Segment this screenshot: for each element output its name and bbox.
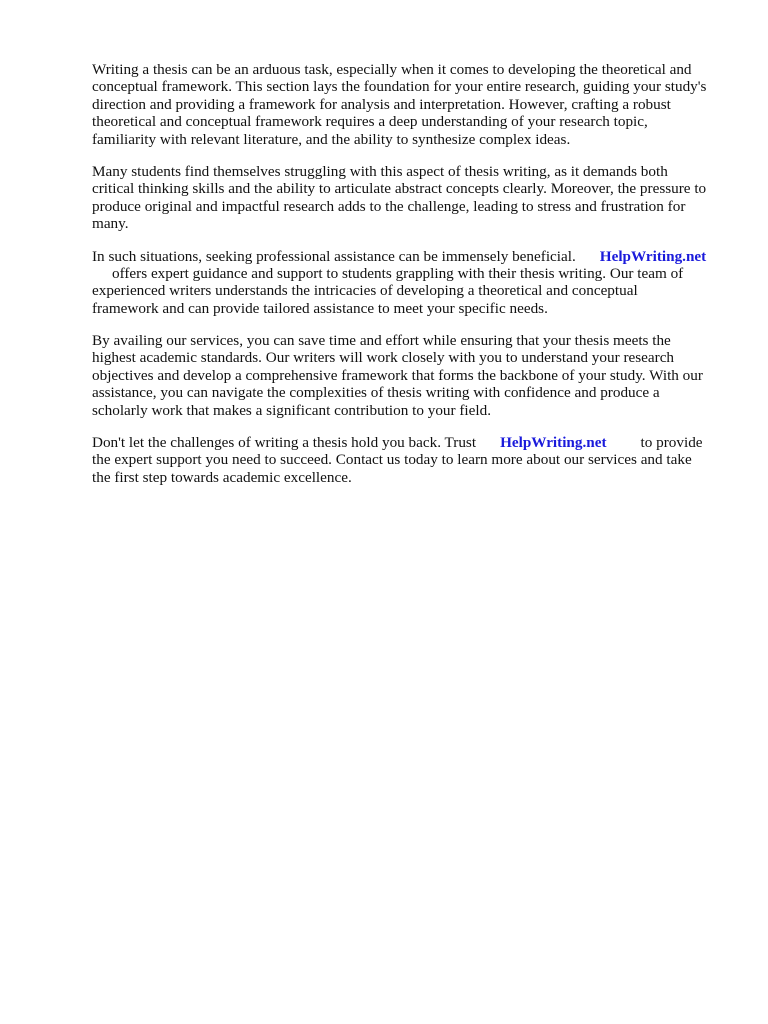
- paragraph-intro: [92, 61, 724, 148]
- text-line: the first step towards academic excellence.: [92, 468, 352, 486]
- paragraph-assistance: [92, 248, 724, 318]
- paragraph-services: [92, 332, 724, 419]
- paragraph-struggles: [92, 163, 724, 233]
- helpwriting-link[interactable]: HelpWriting.net: [599, 247, 707, 265]
- text-line: [92, 434, 724, 451]
- document-body: [92, 61, 724, 501]
- text-line: conceptual framework. This section lays the foundation for your entire research, guiding your study's: [92, 78, 707, 96]
- text-line: Many students find themselves struggling with this aspect of thesis writing, as it demands both: [92, 162, 668, 180]
- text-line: objectives and develop a comprehensive framework that forms the backbone of your study. With our: [92, 366, 703, 384]
- text-line: experienced writers understands the intricacies of developing a theoretical and conceptual: [92, 282, 638, 300]
- text-line: Writing a thesis can be an arduous task, especially when it comes to developing the theoretical and: [92, 61, 692, 78]
- text-line: produce original and impactful research adds to the challenge, leading to stress and frustration for: [92, 197, 686, 215]
- text-fragment: to provide: [640, 434, 703, 452]
- text-line: By availing our services, you can save time and effort while ensuring that your thesis meets the: [92, 332, 671, 350]
- text-line: framework and can provide tailored assistance to meet your specific needs.: [92, 299, 548, 317]
- text-fragment: offers expert guidance and support to students grappling with their thesis writing. Our team of: [112, 264, 684, 282]
- text-line: highest academic standards. Our writers will work closely with you to understand your research: [92, 349, 675, 367]
- text-fragment: In such situations, seeking professional assistance can be immensely beneficial.: [92, 247, 576, 265]
- text-line: assistance, you can navigate the complexities of thesis writing with confidence and produce a: [92, 384, 660, 402]
- text-line: scholarly work that makes a significant contribution to your field.: [92, 401, 491, 419]
- paragraph-closing: [92, 434, 724, 486]
- text-line: critical thinking skills and the ability to articulate abstract concepts clearly. Moreover, the pressure to: [92, 180, 707, 198]
- helpwriting-link[interactable]: HelpWriting.net: [500, 434, 607, 452]
- text-line: direction and providing a framework for analysis and interpretation. However, crafting a robust: [92, 95, 671, 113]
- text-line: many.: [92, 215, 129, 233]
- text-line: familiarity with relevant literature, and the ability to synthesize complex ideas.: [92, 130, 571, 148]
- text-line: [92, 248, 724, 265]
- text-line: theoretical and conceptual framework requires a deep understanding of your research topic,: [92, 113, 648, 131]
- text-line: the expert support you need to succeed. Contact us today to learn more about our services and take: [92, 451, 692, 469]
- text-fragment: Don't let the challenges of writing a thesis hold you back. Trust: [92, 434, 477, 452]
- text-line: [92, 265, 724, 282]
